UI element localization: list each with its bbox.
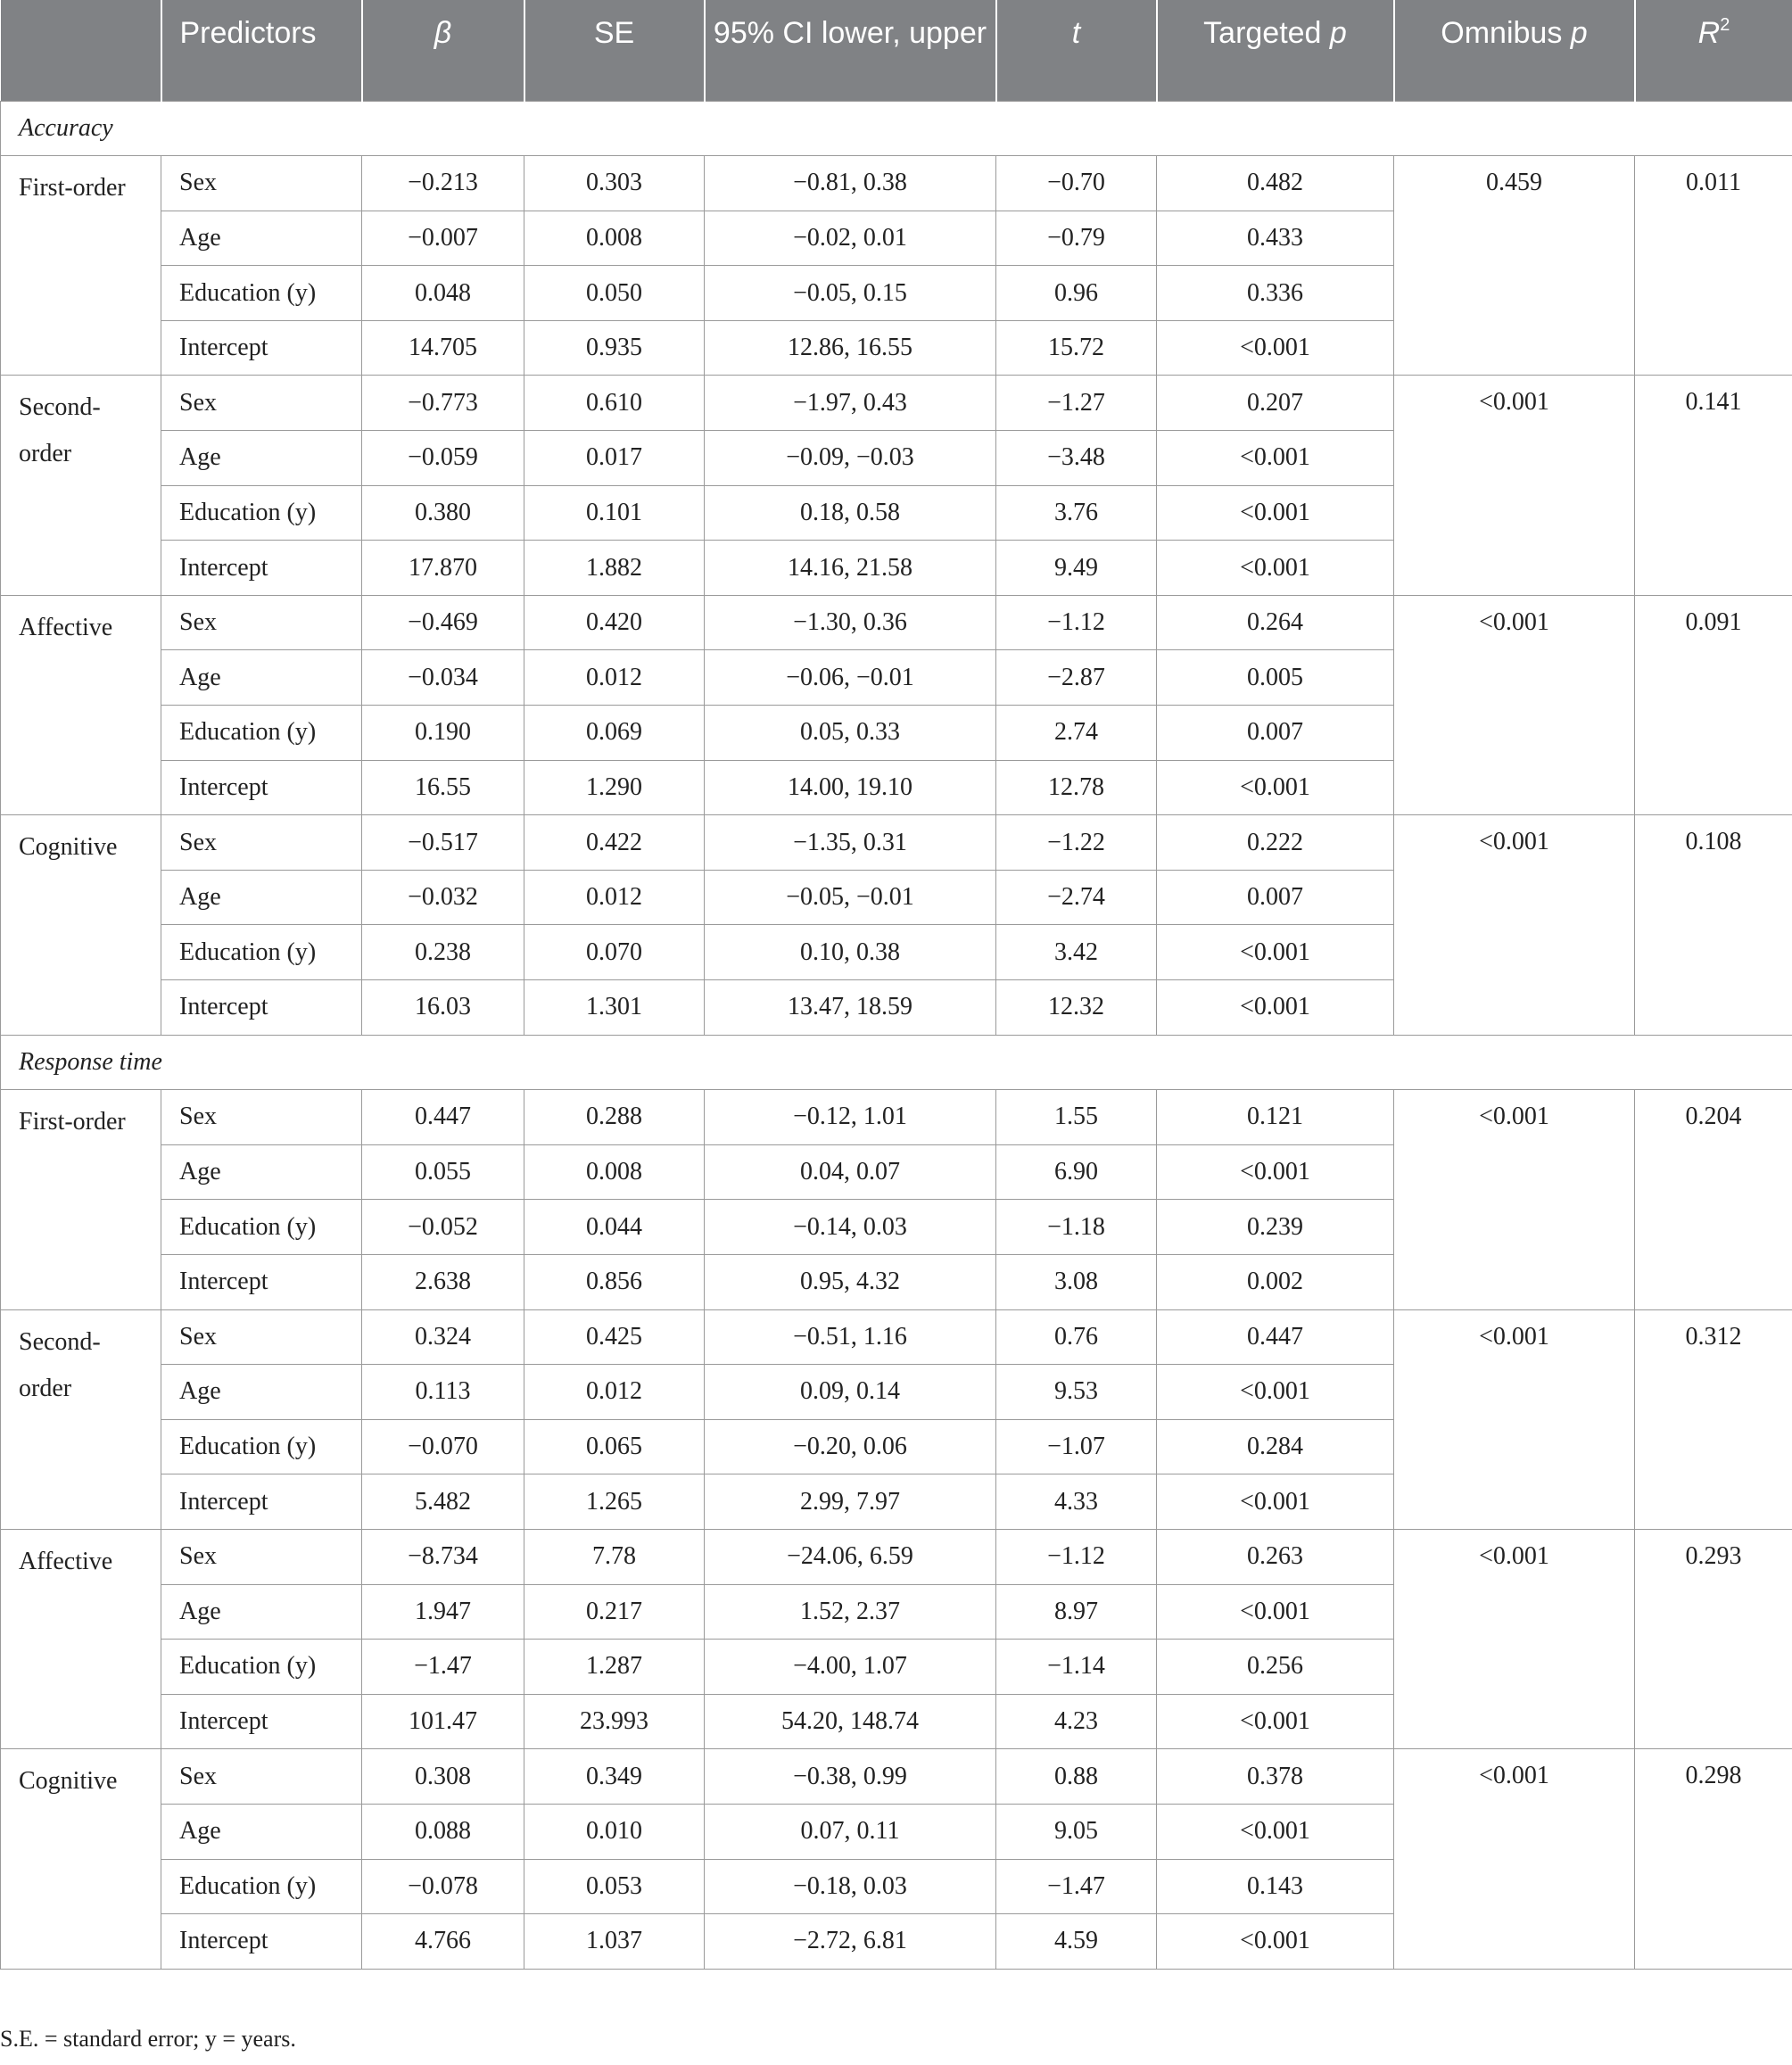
t-cell: 0.76 (996, 1309, 1157, 1365)
t-cell: −2.87 (996, 650, 1157, 706)
predictor-cell: Sex (161, 815, 362, 871)
beta-cell: 5.482 (362, 1474, 524, 1530)
targeted-p-cell: 0.336 (1157, 266, 1394, 321)
predictor-cell: Age (161, 1144, 362, 1200)
header-beta (362, 0, 524, 101)
group-name-cell: Second-order (1, 376, 161, 595)
group-name-cell: First-order (1, 1090, 161, 1309)
beta-cell: −0.007 (362, 211, 524, 266)
t-cell: −0.70 (996, 156, 1157, 211)
beta-cell: −0.469 (362, 595, 524, 650)
targeted-p-cell: 0.005 (1157, 650, 1394, 706)
t-cell: 2.74 (996, 706, 1157, 761)
group-name-cell: First-order (1, 156, 161, 376)
predictor-cell: Age (161, 431, 362, 486)
predictor-cell: Age (161, 1365, 362, 1420)
targeted-p-cell: <0.001 (1157, 1144, 1394, 1200)
predictor-cell: Age (161, 1584, 362, 1640)
section-title: Accuracy (1, 101, 1792, 156)
omnibus-p-cell: <0.001 (1394, 1529, 1635, 1748)
targeted-p-label: Targeted (1203, 16, 1330, 50)
se-cell: 0.856 (524, 1254, 705, 1309)
t-cell: −1.27 (996, 376, 1157, 431)
se-cell: 0.050 (524, 266, 705, 321)
r2-cell: 0.141 (1635, 376, 1792, 595)
predictor-cell: Age (161, 1804, 362, 1859)
targeted-p-cell: 0.284 (1157, 1419, 1394, 1474)
ci-cell: −0.81, 0.38 (705, 156, 996, 211)
r2-superscript: 2 (1720, 15, 1730, 35)
ci-cell: 14.00, 19.10 (705, 760, 996, 815)
ci-cell: 1.52, 2.37 (705, 1584, 996, 1640)
targeted-p-cell: 0.482 (1157, 156, 1394, 211)
predictor-cell: Intercept (161, 1694, 362, 1749)
r2-cell: 0.091 (1635, 595, 1792, 814)
r2-cell: 0.298 (1635, 1749, 1792, 1969)
ci-cell: −2.72, 6.81 (705, 1914, 996, 1970)
t-cell: 15.72 (996, 320, 1157, 376)
beta-cell: −1.47 (362, 1640, 524, 1695)
r2-cell: 0.204 (1635, 1090, 1792, 1309)
t-cell: 8.97 (996, 1584, 1157, 1640)
beta-cell: −0.059 (362, 431, 524, 486)
ci-cell: 0.95, 4.32 (705, 1254, 996, 1309)
table-body (1, 101, 1792, 1969)
header-predictors: Predictors (161, 0, 362, 101)
ci-cell: −0.20, 0.06 (705, 1419, 996, 1474)
se-cell: 1.290 (524, 760, 705, 815)
header-ci: 95% CI lower, upper (705, 0, 996, 101)
table-row (1, 1749, 1792, 1805)
targeted-p-symbol: p (1329, 16, 1347, 50)
se-cell: 0.012 (524, 650, 705, 706)
ci-cell: −4.00, 1.07 (705, 1640, 996, 1695)
table-row (1, 376, 1792, 431)
targeted-p-cell: 0.239 (1157, 1200, 1394, 1255)
beta-cell: 0.113 (362, 1365, 524, 1420)
beta-cell: 0.447 (362, 1090, 524, 1145)
se-cell: 0.010 (524, 1804, 705, 1859)
targeted-p-cell: 0.263 (1157, 1529, 1394, 1584)
predictor-cell: Sex (161, 1529, 362, 1584)
table-header (1, 0, 1792, 101)
se-cell: 0.070 (524, 925, 705, 980)
predictor-cell: Intercept (161, 980, 362, 1036)
ci-cell: −0.38, 0.99 (705, 1749, 996, 1805)
group-name-cell: Second-order (1, 1309, 161, 1529)
r2-cell: 0.108 (1635, 815, 1792, 1035)
omnibus-p-symbol: p (1570, 16, 1588, 50)
header-blank (1, 0, 161, 101)
omnibus-p-cell: <0.001 (1394, 595, 1635, 814)
t-cell: −0.79 (996, 211, 1157, 266)
targeted-p-cell: <0.001 (1157, 980, 1394, 1036)
se-cell: 0.349 (524, 1749, 705, 1805)
t-cell: 0.88 (996, 1749, 1157, 1805)
targeted-p-cell: <0.001 (1157, 1914, 1394, 1970)
ci-cell: 12.86, 16.55 (705, 320, 996, 376)
t-cell: 9.53 (996, 1365, 1157, 1420)
se-cell: 0.420 (524, 595, 705, 650)
omnibus-p-cell: <0.001 (1394, 1749, 1635, 1969)
targeted-p-cell: 0.222 (1157, 815, 1394, 871)
t-cell: −1.14 (996, 1640, 1157, 1695)
ci-cell: −0.09, −0.03 (705, 431, 996, 486)
targeted-p-cell: 0.447 (1157, 1309, 1394, 1365)
ci-cell: −0.14, 0.03 (705, 1200, 996, 1255)
group-name-cell: Affective (1, 595, 161, 814)
ci-cell: −0.05, −0.01 (705, 870, 996, 925)
targeted-p-cell: 0.007 (1157, 706, 1394, 761)
t-cell: −1.12 (996, 595, 1157, 650)
t-cell: −1.18 (996, 1200, 1157, 1255)
predictor-cell: Education (y) (161, 266, 362, 321)
beta-cell: −0.032 (362, 870, 524, 925)
beta-cell: −0.773 (362, 376, 524, 431)
targeted-p-cell: 0.121 (1157, 1090, 1394, 1145)
t-cell: −1.07 (996, 1419, 1157, 1474)
predictor-cell: Intercept (161, 1254, 362, 1309)
beta-cell: 1.947 (362, 1584, 524, 1640)
targeted-p-cell: <0.001 (1157, 541, 1394, 596)
t-symbol: t (1071, 16, 1081, 50)
targeted-p-cell: <0.001 (1157, 320, 1394, 376)
targeted-p-cell: <0.001 (1157, 431, 1394, 486)
table-row (1, 156, 1792, 211)
targeted-p-cell: 0.007 (1157, 870, 1394, 925)
ci-cell: −0.51, 1.16 (705, 1309, 996, 1365)
ci-cell: 0.07, 0.11 (705, 1804, 996, 1859)
table-row (1, 1090, 1792, 1145)
beta-cell: 0.190 (362, 706, 524, 761)
targeted-p-cell: <0.001 (1157, 485, 1394, 541)
beta-cell: −0.034 (362, 650, 524, 706)
section-title: Response time (1, 1035, 1792, 1090)
predictor-cell: Sex (161, 1090, 362, 1145)
t-cell: 0.96 (996, 266, 1157, 321)
se-cell: 0.012 (524, 1365, 705, 1420)
ci-cell: −1.30, 0.36 (705, 595, 996, 650)
r2-cell: 0.011 (1635, 156, 1792, 376)
predictor-cell: Sex (161, 376, 362, 431)
header-row (1, 0, 1792, 101)
se-cell: 0.065 (524, 1419, 705, 1474)
targeted-p-cell: <0.001 (1157, 1474, 1394, 1530)
omnibus-p-cell: <0.001 (1394, 1090, 1635, 1309)
header-se: SE (524, 0, 705, 101)
ci-cell: 54.20, 148.74 (705, 1694, 996, 1749)
ci-cell: −0.06, −0.01 (705, 650, 996, 706)
predictor-cell: Intercept (161, 1474, 362, 1530)
se-cell: 0.425 (524, 1309, 705, 1365)
table-row (1, 1529, 1792, 1584)
beta-cell: 2.638 (362, 1254, 524, 1309)
beta-cell: 0.238 (362, 925, 524, 980)
predictor-cell: Sex (161, 595, 362, 650)
r2-cell: 0.293 (1635, 1529, 1792, 1748)
t-cell: 9.49 (996, 541, 1157, 596)
t-cell: 4.23 (996, 1694, 1157, 1749)
header-omnibus-p (1394, 0, 1635, 101)
se-cell: 0.012 (524, 870, 705, 925)
header-targeted-p (1157, 0, 1394, 101)
t-cell: −1.12 (996, 1529, 1157, 1584)
ci-cell: 0.05, 0.33 (705, 706, 996, 761)
ci-cell: −1.35, 0.31 (705, 815, 996, 871)
predictor-cell: Education (y) (161, 1200, 362, 1255)
beta-cell: 0.308 (362, 1749, 524, 1805)
beta-cell: −0.078 (362, 1859, 524, 1914)
beta-cell: 0.048 (362, 266, 524, 321)
predictor-cell: Intercept (161, 320, 362, 376)
se-cell: 1.037 (524, 1914, 705, 1970)
t-cell: 4.33 (996, 1474, 1157, 1530)
beta-cell: 4.766 (362, 1914, 524, 1970)
ci-cell: −24.06, 6.59 (705, 1529, 996, 1584)
targeted-p-cell: <0.001 (1157, 1804, 1394, 1859)
t-cell: 12.32 (996, 980, 1157, 1036)
predictor-cell: Education (y) (161, 1859, 362, 1914)
t-cell: 3.42 (996, 925, 1157, 980)
beta-cell: 101.47 (362, 1694, 524, 1749)
se-cell: 7.78 (524, 1529, 705, 1584)
ci-cell: 0.18, 0.58 (705, 485, 996, 541)
ci-cell: 2.99, 7.97 (705, 1474, 996, 1530)
beta-cell: 0.055 (362, 1144, 524, 1200)
se-cell: 23.993 (524, 1694, 705, 1749)
beta-cell: −8.734 (362, 1529, 524, 1584)
table-row (1, 595, 1792, 650)
t-cell: −3.48 (996, 431, 1157, 486)
predictor-cell: Intercept (161, 541, 362, 596)
group-name-cell: Affective (1, 1529, 161, 1748)
predictor-cell: Age (161, 870, 362, 925)
se-cell: 0.101 (524, 485, 705, 541)
beta-cell: 14.705 (362, 320, 524, 376)
predictor-cell: Education (y) (161, 925, 362, 980)
targeted-p-cell: <0.001 (1157, 1365, 1394, 1420)
beta-cell: −0.213 (362, 156, 524, 211)
targeted-p-cell: <0.001 (1157, 760, 1394, 815)
se-cell: 0.008 (524, 211, 705, 266)
omnibus-p-cell: 0.459 (1394, 156, 1635, 376)
ci-cell: −0.12, 1.01 (705, 1090, 996, 1145)
group-name-cell: Cognitive (1, 815, 161, 1035)
omnibus-p-cell: <0.001 (1394, 376, 1635, 595)
beta-cell: −0.517 (362, 815, 524, 871)
predictor-cell: Education (y) (161, 1419, 362, 1474)
ci-cell: 13.47, 18.59 (705, 980, 996, 1036)
targeted-p-cell: <0.001 (1157, 925, 1394, 980)
se-cell: 0.069 (524, 706, 705, 761)
predictor-cell: Age (161, 211, 362, 266)
t-cell: 3.08 (996, 1254, 1157, 1309)
targeted-p-cell: <0.001 (1157, 1584, 1394, 1640)
t-cell: −1.22 (996, 815, 1157, 871)
ci-cell: 14.16, 21.58 (705, 541, 996, 596)
predictor-cell: Intercept (161, 1914, 362, 1970)
ci-cell: 0.09, 0.14 (705, 1365, 996, 1420)
predictor-cell: Sex (161, 1749, 362, 1805)
beta-cell: 0.088 (362, 1804, 524, 1859)
targeted-p-cell: 0.143 (1157, 1859, 1394, 1914)
predictor-cell: Sex (161, 156, 362, 211)
se-cell: 0.217 (524, 1584, 705, 1640)
beta-cell: 0.380 (362, 485, 524, 541)
targeted-p-cell: 0.256 (1157, 1640, 1394, 1695)
predictor-cell: Education (y) (161, 1640, 362, 1695)
t-cell: 12.78 (996, 760, 1157, 815)
beta-cell: 0.324 (362, 1309, 524, 1365)
omnibus-p-cell: <0.001 (1394, 1309, 1635, 1529)
se-cell: 1.287 (524, 1640, 705, 1695)
section-row (1, 1035, 1792, 1090)
table-footnote: S.E. = standard error; y = years. (0, 2026, 296, 2052)
t-cell: 4.59 (996, 1914, 1157, 1970)
ci-cell: 0.10, 0.38 (705, 925, 996, 980)
beta-cell: 16.55 (362, 760, 524, 815)
ci-cell: −0.18, 0.03 (705, 1859, 996, 1914)
targeted-p-cell: 0.264 (1157, 595, 1394, 650)
omnibus-p-cell: <0.001 (1394, 815, 1635, 1035)
header-r2 (1635, 0, 1792, 101)
se-cell: 0.935 (524, 320, 705, 376)
header-t (996, 0, 1157, 101)
omnibus-p-label: Omnibus (1441, 16, 1571, 50)
beta-symbol: β (434, 16, 452, 50)
ci-cell: −1.97, 0.43 (705, 376, 996, 431)
ci-cell: −0.05, 0.15 (705, 266, 996, 321)
t-cell: −2.74 (996, 870, 1157, 925)
t-cell: 1.55 (996, 1090, 1157, 1145)
ci-cell: 0.04, 0.07 (705, 1144, 996, 1200)
se-cell: 0.610 (524, 376, 705, 431)
section-row (1, 101, 1792, 156)
targeted-p-cell: 0.378 (1157, 1749, 1394, 1805)
targeted-p-cell: 0.207 (1157, 376, 1394, 431)
ci-cell: −0.02, 0.01 (705, 211, 996, 266)
targeted-p-cell: <0.001 (1157, 1694, 1394, 1749)
beta-cell: 16.03 (362, 980, 524, 1036)
se-cell: 0.422 (524, 815, 705, 871)
targeted-p-cell: 0.002 (1157, 1254, 1394, 1309)
t-cell: 3.76 (996, 485, 1157, 541)
beta-cell: −0.070 (362, 1419, 524, 1474)
se-cell: 0.288 (524, 1090, 705, 1145)
group-name-cell: Cognitive (1, 1749, 161, 1969)
predictor-cell: Age (161, 650, 362, 706)
se-cell: 1.265 (524, 1474, 705, 1530)
t-cell: −1.47 (996, 1859, 1157, 1914)
beta-cell: 17.870 (362, 541, 524, 596)
predictor-cell: Education (y) (161, 485, 362, 541)
targeted-p-cell: 0.433 (1157, 211, 1394, 266)
t-cell: 9.05 (996, 1804, 1157, 1859)
se-cell: 0.053 (524, 1859, 705, 1914)
t-cell: 6.90 (996, 1144, 1157, 1200)
se-cell: 0.303 (524, 156, 705, 211)
r2-cell: 0.312 (1635, 1309, 1792, 1529)
se-cell: 1.882 (524, 541, 705, 596)
r2-symbol: R (1697, 16, 1721, 50)
table-row (1, 815, 1792, 871)
se-cell: 1.301 (524, 980, 705, 1036)
se-cell: 0.008 (524, 1144, 705, 1200)
table-row (1, 1309, 1792, 1365)
predictor-cell: Sex (161, 1309, 362, 1365)
se-cell: 0.044 (524, 1200, 705, 1255)
beta-cell: −0.052 (362, 1200, 524, 1255)
predictor-cell: Intercept (161, 760, 362, 815)
se-cell: 0.017 (524, 431, 705, 486)
predictor-cell: Education (y) (161, 706, 362, 761)
